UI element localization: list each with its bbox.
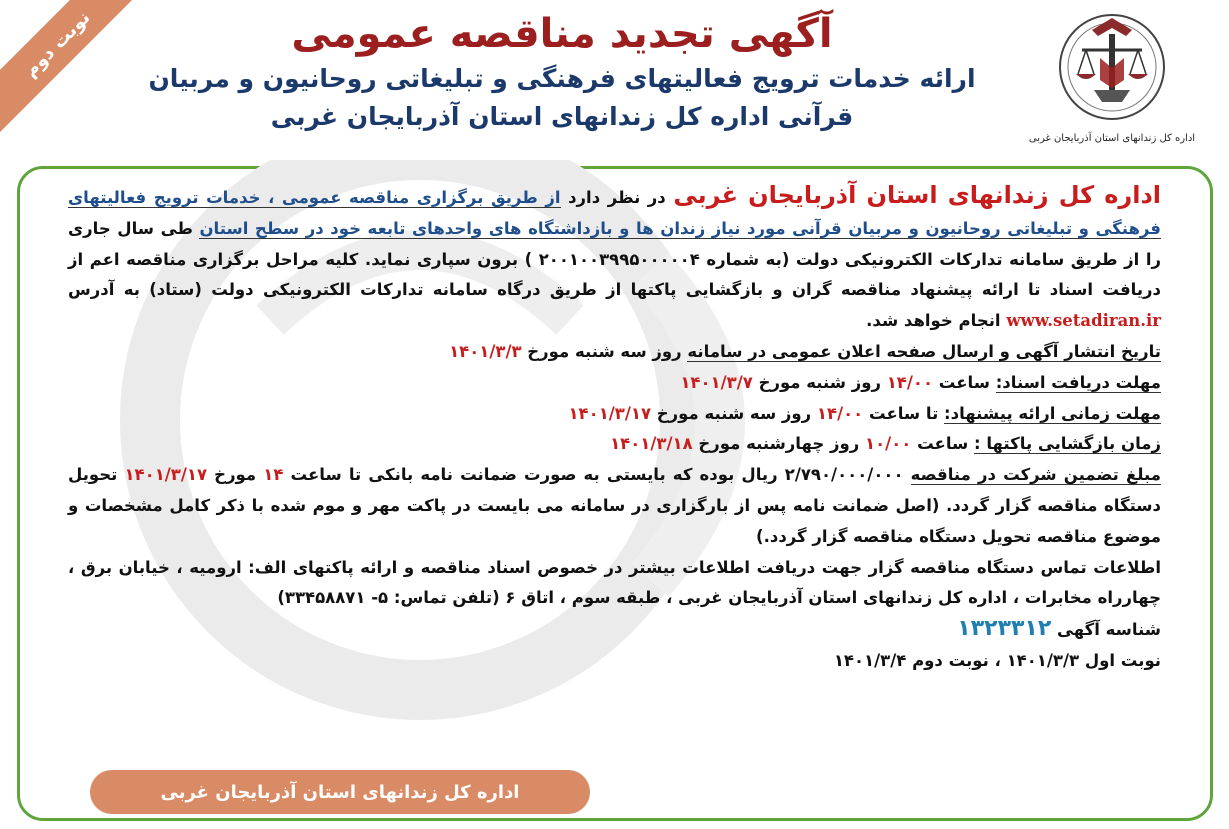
document-deadline-date: ۱۴۰۱/۳/۷ — [680, 372, 753, 392]
offer-deadline-line: مهلت زمانی ارائه پیشنهاد: تا ساعت ۱۴/۰۰ روز سه شنبه مورخ ۱۴۰۱/۳/۱۷ — [568, 403, 1161, 423]
tender-method: از طریق برگزاری مناقصه عمومی ، خدمات ترویج فعالیتهای فرهنگی و تبلیغاتی روحانیون و مربیان قرآنی مورد نیاز زندان ها و بازداشتگاه های واحدهای تابعه خود در سطح استان — [68, 188, 1161, 238]
ribbon-label: نوبت دوم — [19, 6, 95, 82]
ad-id-value: ۱۳۲۳۳۱۲ — [957, 616, 1052, 642]
opening-time-line: زمان بازگشایی پاکتها : ساعت ۱۰/۰۰ روز چهارشنبه مورخ ۱۴۰۱/۳/۱۸ — [610, 434, 1161, 454]
guarantee-date: ۱۴۰۱/۳/۱۷ — [124, 465, 208, 485]
notice-subtitle-line2: قرآنی اداره کل زندانهای استان آذربایجان غربی — [270, 102, 854, 131]
notice-body — [68, 180, 1161, 677]
offer-deadline-hour: ۱۴/۰۰ — [816, 403, 864, 423]
offer-deadline-label: مهلت زمانی ارائه پیشنهاد: — [944, 403, 1161, 423]
intro-paragraph: اداره کل زندانهای استان آذربایجان غربی در نظر دارد از طریق برگزاری مناقصه عمومی ، خدمات ترویج فعالیتهای فرهنگی و تبلیغاتی روحانیون و مربیان قرآنی مورد نیاز زندان ها و بازداشتگاه های واحدهای تابعه خود در سطح استان طی سال جاری را از طریق سامانه تدارکات الکترونیکی دولت (به شماره ۲۰۰۱۰۰۳۹۹۵۰۰۰۰۰۴ ) برون سپاری نماید. کلیه مراحل برگزاری مناقصه اعم از دریافت اسناد تا ارائه پیشنهاد مناقصه گران و بازگشایی پاکتها از طریق درگاه سامانه تدارکات الکترونیکی دولت (ستاد) به آدرس www.setadiran.ir انجام خواهد شد. — [68, 181, 1162, 331]
notice-subtitle-line1: ارائه خدمات ترویج فعالیتهای فرهنگی و تبلیغاتی روحانیون و مربیان — [148, 64, 976, 93]
guarantee-paragraph: مبلغ تضمین شرکت در مناقصه ۲/۷۹۰/۰۰۰/۰۰۰ ریال بوده که بایستی به صورت ضمانت نامه بانکی تا ساعت ۱۴ مورخ ۱۴۰۱/۳/۱۷ تحویل دستگاه مناقصه گزار گردد. (اصل ضمانت نامه پس از بارگزاری در سامانه می بایست در پاکت مهر و موم شده با ذکر کامل مشخصات و موضوع مناقصه تحویل دستگاه مناقصه گزار گردد.) — [68, 465, 1161, 546]
guarantee-label: مبلغ تضمین شرکت در مناقصه — [910, 465, 1161, 485]
contact-paragraph: اطلاعات تماس دستگاه مناقصه گزار جهت دریافت اطلاعات بیشتر در خصوص اسناد مناقصه و ارائه پاکتهای الف: ارومیه ، خیابان برق ، چهارراه مخابرات ، اداره کل زندانهای استان آذربایجان غربی ، طبقه سوم ، اتاق ۶ (تلفن تماس: ۵- ۳۳۴۵۸۸۷۱) — [68, 557, 1161, 608]
footer-organization-banner — [90, 770, 590, 814]
organization-logo — [1017, 10, 1207, 160]
ad-id-line — [68, 614, 1161, 646]
setad-url-link[interactable]: www.setadiran.ir — [1006, 311, 1161, 331]
guarantee-hour: ۱۴ — [263, 465, 284, 485]
opening-date: ۱۴۰۱/۳/۱۸ — [610, 434, 693, 454]
justice-scale-emblem-icon — [1052, 10, 1172, 125]
document-deadline-line: مهلت دریافت اسناد: ساعت ۱۴/۰۰ روز شنبه مورخ ۱۴۰۱/۳/۷ — [680, 372, 1161, 392]
document-deadline-hour: ۱۴/۰۰ — [886, 372, 934, 392]
ad-id-label: شناسه آگهی — [1051, 620, 1161, 640]
opening-time-label: زمان بازگشایی پاکتها : — [974, 434, 1161, 454]
organization-name: اداره کل زندانهای استان آذربایجان غربی — [673, 181, 1162, 209]
document-deadline-label: مهلت دریافت اسناد: — [995, 372, 1161, 392]
publish-label: تاریخ انتشار آگهی و ارسال صفحه اعلان عمومی در سامانه — [687, 341, 1161, 361]
opening-hour: ۱۰/۰۰ — [865, 434, 912, 454]
notice-title: آگهی تجدید مناقصه عمومی — [291, 11, 833, 57]
footer-label: اداره کل زندانهای استان آذربایجان غربی — [160, 781, 520, 803]
publish-date-line: تاریخ انتشار آگهی و ارسال صفحه اعلان عمومی در سامانه روز سه شنبه مورخ ۱۴۰۱/۳/۳ — [449, 341, 1161, 361]
offer-deadline-date: ۱۴۰۱/۳/۱۷ — [568, 403, 652, 423]
logo-caption: اداره کل زندانهای استان آذربایجان غربی — [1028, 133, 1196, 144]
publish-date: ۱۴۰۱/۳/۳ — [449, 341, 522, 361]
notice-header — [120, 8, 1004, 136]
publication-rounds-line: نوبت اول ۱۴۰۱/۳/۳ ، نوبت دوم ۱۴۰۱/۳/۴ — [833, 650, 1161, 670]
